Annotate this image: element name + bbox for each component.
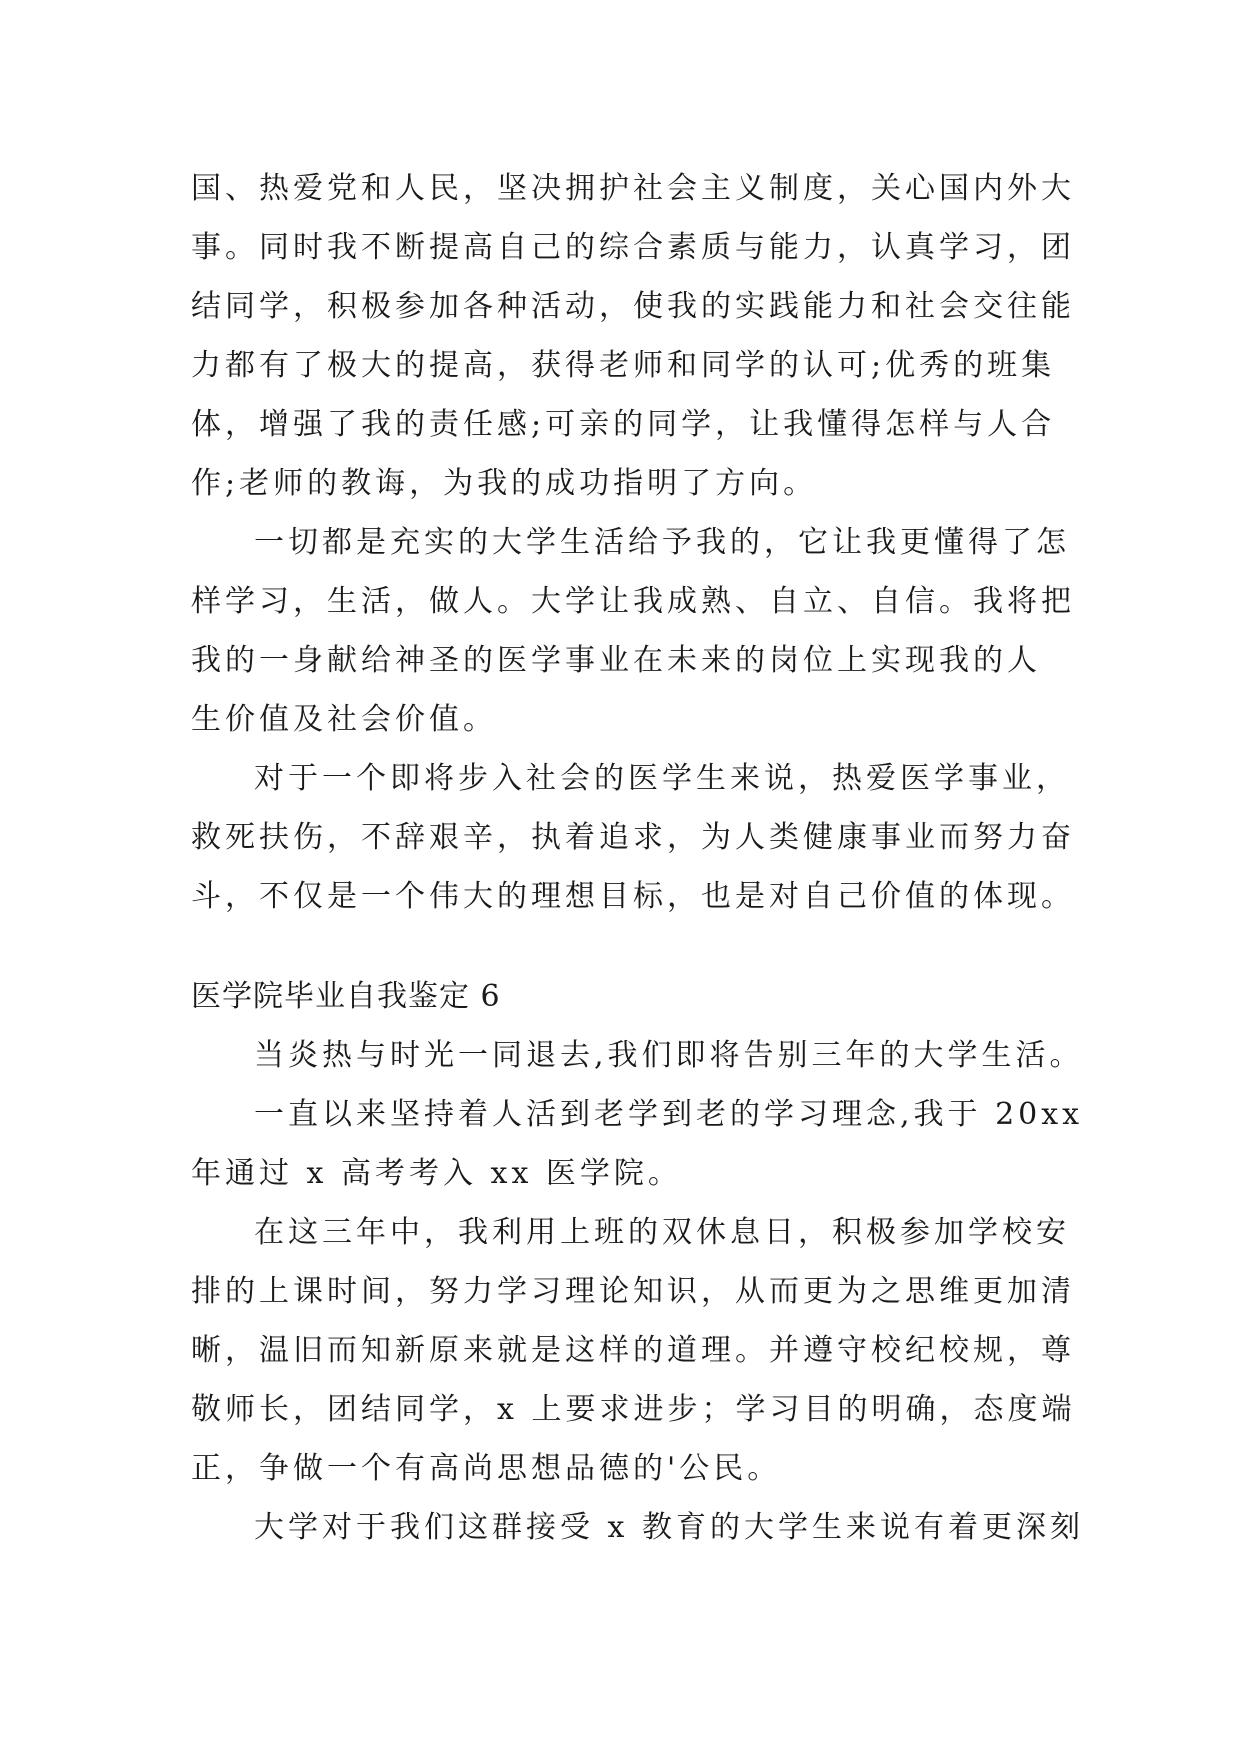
text-line: 作;老师的教诲，为我的成功指明了方向。: [191, 466, 818, 501]
text-line: 正，争做一个有高尚思想品德的'公民。: [191, 1451, 782, 1486]
text-line: 事。同时我不断提高自己的综合素质与能力，认真学习，团: [191, 230, 1075, 265]
text-line: 体，增强了我的责任感;可亲的同学，让我懂得怎样与人合: [191, 407, 1056, 442]
paragraph-first-line: 一直以来坚持着人活到老学到老的学习理念,我于 20xx: [254, 1097, 1084, 1132]
text-line: 国、热爱党和人民，坚决拥护社会主义制度，关心国内外大: [191, 171, 1075, 206]
text-line: 敬师长，团结同学，x 上要求进步；学习目的明确，态度端: [191, 1392, 1076, 1427]
text-line: 结同学，积极参加各种活动，使我的实践能力和社会交往能: [191, 289, 1075, 324]
paragraph-first-line: 在这三年中，我利用上班的双休息日，积极参加学校安: [254, 1215, 1070, 1250]
text-line: 排的上课时间，努力学习理论知识，从而更为之思维更加清: [191, 1274, 1075, 1309]
text-line: 年通过 x 高考考入 xx 医学院。: [191, 1156, 682, 1191]
text-line: 力都有了极大的提高，获得老师和同学的认可;优秀的班集: [191, 348, 1056, 383]
text-line: 我的一身献给神圣的医学事业在未来的岗位上实现我的人: [191, 643, 1041, 678]
paragraph-first-line: 大学对于我们这群接受 x 教育的大学生来说有着更深刻: [254, 1510, 1084, 1545]
text-line: 斗，不仅是一个伟大的理想目标，也是对自己价值的体现。: [191, 879, 1075, 914]
paragraph-first-line: 对于一个即将步入社会的医学生来说，热爱医学事业，: [254, 761, 1070, 796]
paragraph-first-line: 一切都是充实的大学生活给予我的，它让我更懂得了怎: [254, 525, 1070, 560]
text-line: 样学习，生活，做人。大学让我成熟、自立、自信。我将把: [191, 584, 1075, 619]
text-line: 救死扶伤，不辞艰辛，执着追求，为人类健康事业而努力奋: [191, 820, 1075, 855]
text-line: 晰，温旧而知新原来就是这样的道理。并遵守校纪校规，尊: [191, 1333, 1075, 1368]
paragraph-first-line: 当炎热与时光一同退去,我们即将告别三年的大学生活。: [254, 1038, 1084, 1073]
text-line: 生价值及社会价值。: [191, 702, 497, 737]
section-heading: 医学院毕业自我鉴定 6: [191, 979, 501, 1014]
